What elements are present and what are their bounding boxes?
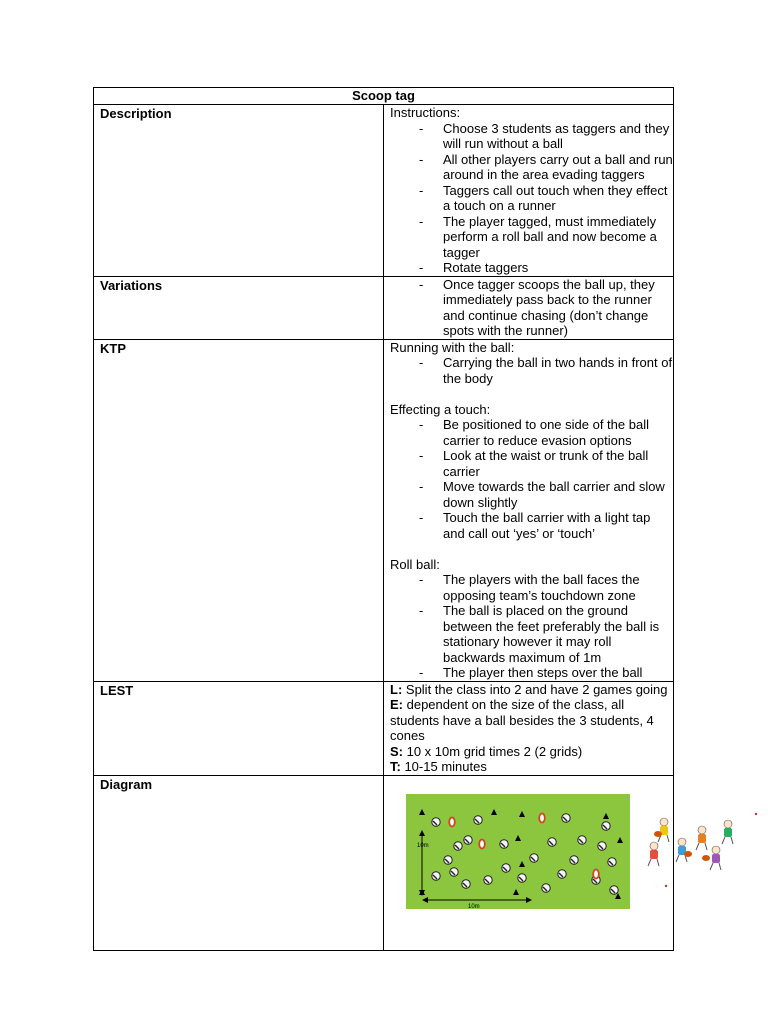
diagram-content [384, 775, 674, 950]
ktp-list [390, 572, 673, 681]
lest-key: E: [390, 697, 403, 712]
cartoon-head [660, 818, 668, 826]
variations-label: Variations [94, 276, 384, 339]
cartoon-ball [702, 855, 710, 861]
list-item: - Carrying the ball in two hands in front of the body [411, 355, 673, 386]
diagram-image [406, 794, 768, 909]
lest-text: 10-15 minutes [400, 759, 487, 774]
list-item: - Once tagger scoops the ball up, they immediately pass back to the runner and continue chasing (don’t change spots with the runner) [411, 277, 673, 339]
list-item: - Move towards the ball carrier and slow down slightly [411, 479, 673, 510]
list-item: - The player then steps over the ball [411, 665, 673, 681]
lest-key: L: [390, 681, 403, 697]
cartoon-ball [654, 831, 662, 837]
ktp-section-heading: Roll ball: [390, 556, 440, 572]
cartoon-legs [722, 837, 733, 844]
lest-line [390, 697, 673, 744]
bottom-measure-label: 10m [468, 903, 480, 909]
cartoon-dot [755, 812, 757, 814]
cartoon-legs [648, 859, 659, 866]
lest-line [390, 682, 673, 698]
instructions-heading: Instructions: [390, 105, 461, 120]
cartoon-head [650, 842, 658, 850]
cartoon-legs [696, 843, 707, 850]
cartoon-head [678, 838, 686, 846]
cartoon-body [724, 828, 732, 837]
lest-key: T: [390, 759, 401, 774]
diagram-row [94, 775, 674, 950]
cartoon-players-illustration [648, 812, 768, 886]
list-item: - Taggers call out touch when they effect a touch on a runner [411, 183, 673, 214]
playing-field [406, 794, 630, 909]
field-diagram [406, 794, 768, 909]
ktp-content [384, 339, 674, 681]
cartoon-body [650, 850, 658, 859]
side-measure-label: 10m [417, 842, 429, 849]
description-content [384, 105, 674, 277]
cartoon-head [724, 820, 732, 828]
list-item: - Rotate taggers [411, 260, 673, 276]
cartoon-ball [684, 851, 692, 857]
list-item: - Look at the waist or trunk of the ball carrier [411, 448, 673, 479]
lest-text: 10 x 10m grid times 2 (2 grids) [403, 743, 583, 759]
variations-row [94, 276, 674, 339]
description-row [94, 105, 674, 277]
activity-table [93, 87, 674, 951]
variation-list [390, 277, 673, 339]
cartoon-head [712, 846, 720, 854]
title-row [94, 88, 674, 105]
ktp-list [390, 417, 673, 541]
variations-content [384, 276, 674, 339]
list-item: - The player tagged, must immediately perform a roll ball and now become a tagger [411, 214, 673, 261]
lest-line [390, 759, 673, 775]
list-item: - Choose 3 students as taggers and they will run without a ball [411, 121, 673, 152]
lest-row [94, 681, 674, 775]
cartoon-body [698, 834, 706, 843]
description-label: Description [94, 105, 384, 277]
list-item: - Be positioned to one side of the ball carrier to reduce evasion options [411, 417, 673, 448]
cartoon-dot [665, 884, 667, 886]
list-item: - Touch the ball carrier with a light tap and call out ‘yes’ or ‘touch’ [411, 510, 673, 541]
tagger-marker [593, 869, 599, 878]
lest-line [390, 744, 673, 760]
lest-content [384, 681, 674, 775]
tagger-marker [539, 813, 545, 822]
ktp-section-heading: Effecting a touch: [390, 401, 491, 417]
list-item: - The ball is placed on the ground between the feet preferably the ball is stationary however it may roll backwards maximum of 1m [411, 603, 673, 665]
cartoon-legs [710, 863, 721, 870]
ktp-row [94, 339, 674, 681]
diagram-label: Diagram [94, 775, 384, 950]
cartoon-body [712, 854, 720, 863]
lest-text: dependent on the size of the class, all students have a ball besides the 3 students, 4 cones [390, 697, 654, 743]
instruction-list [390, 121, 673, 276]
ktp-section-heading: Running with the ball: [390, 339, 515, 355]
list-item: - All other players carry out a ball and run around in the area evading taggers [411, 152, 673, 183]
tagger-marker [479, 839, 485, 848]
cartoon-head [698, 826, 706, 834]
lest-label: LEST [94, 681, 384, 775]
activity-title: Scoop tag [94, 88, 674, 105]
list-item: - The players with the ball faces the opposing team’s touchdown zone [411, 572, 673, 603]
lest-key: S: [390, 743, 403, 759]
ktp-list [390, 355, 673, 386]
tagger-marker [449, 817, 455, 826]
lest-text: Split the class into 2 and have 2 games going [402, 681, 668, 697]
ktp-label: KTP [94, 339, 384, 681]
